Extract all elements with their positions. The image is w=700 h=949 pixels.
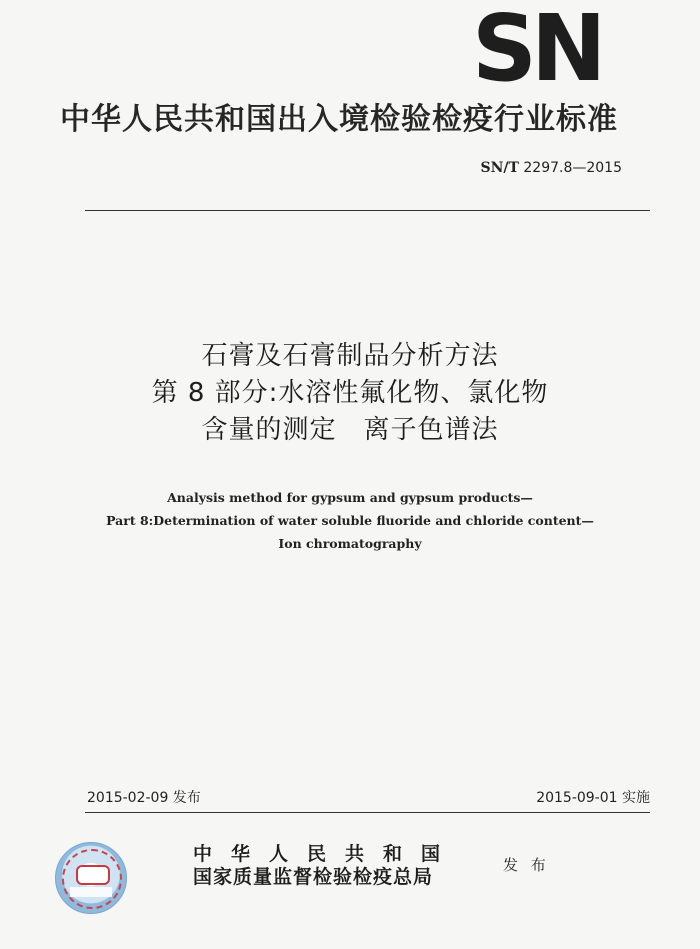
seal-band <box>70 887 112 897</box>
seal-mark <box>76 865 110 885</box>
chinese-title-line-2: 第 8 部分:水溶性氟化物、氯化物 <box>151 378 549 408</box>
bottom-divider <box>85 812 650 813</box>
issue-date: 2015-02-09 发布 <box>87 790 201 806</box>
issuing-standard-category: 中华人民共和国出入境检验检疫行业标准 <box>60 102 618 137</box>
english-title-line-3: Ion chromatography <box>278 536 422 551</box>
chinese-title <box>0 338 700 449</box>
chinese-title-line-1: 石膏及石膏制品分析方法 <box>201 341 499 371</box>
chinese-title-line-3: 含量的测定 离子色谱法 <box>201 415 499 445</box>
english-title <box>0 486 700 555</box>
sn-logo: SN <box>472 0 601 102</box>
standard-number <box>480 160 622 176</box>
issuer-agency: 国家质量监督检验检疫总局 <box>193 866 434 888</box>
issuing-authority <box>193 843 459 889</box>
anti-counterfeit-seal-icon <box>55 842 127 914</box>
english-title-line-2: Part 8:Determination of water soluble fluoride and chloride content— <box>106 513 594 528</box>
issuer-country: 中华人民共和国 <box>193 843 460 865</box>
implementation-date: 2015-09-01 实施 <box>536 790 650 806</box>
publish-label: 发 布 <box>503 856 550 874</box>
top-divider <box>85 210 650 211</box>
english-title-line-1: Analysis method for gypsum and gypsum products— <box>167 490 533 505</box>
standard-number-value: 2297.8—2015 <box>523 160 622 176</box>
standard-code: SN/T <box>480 160 519 176</box>
